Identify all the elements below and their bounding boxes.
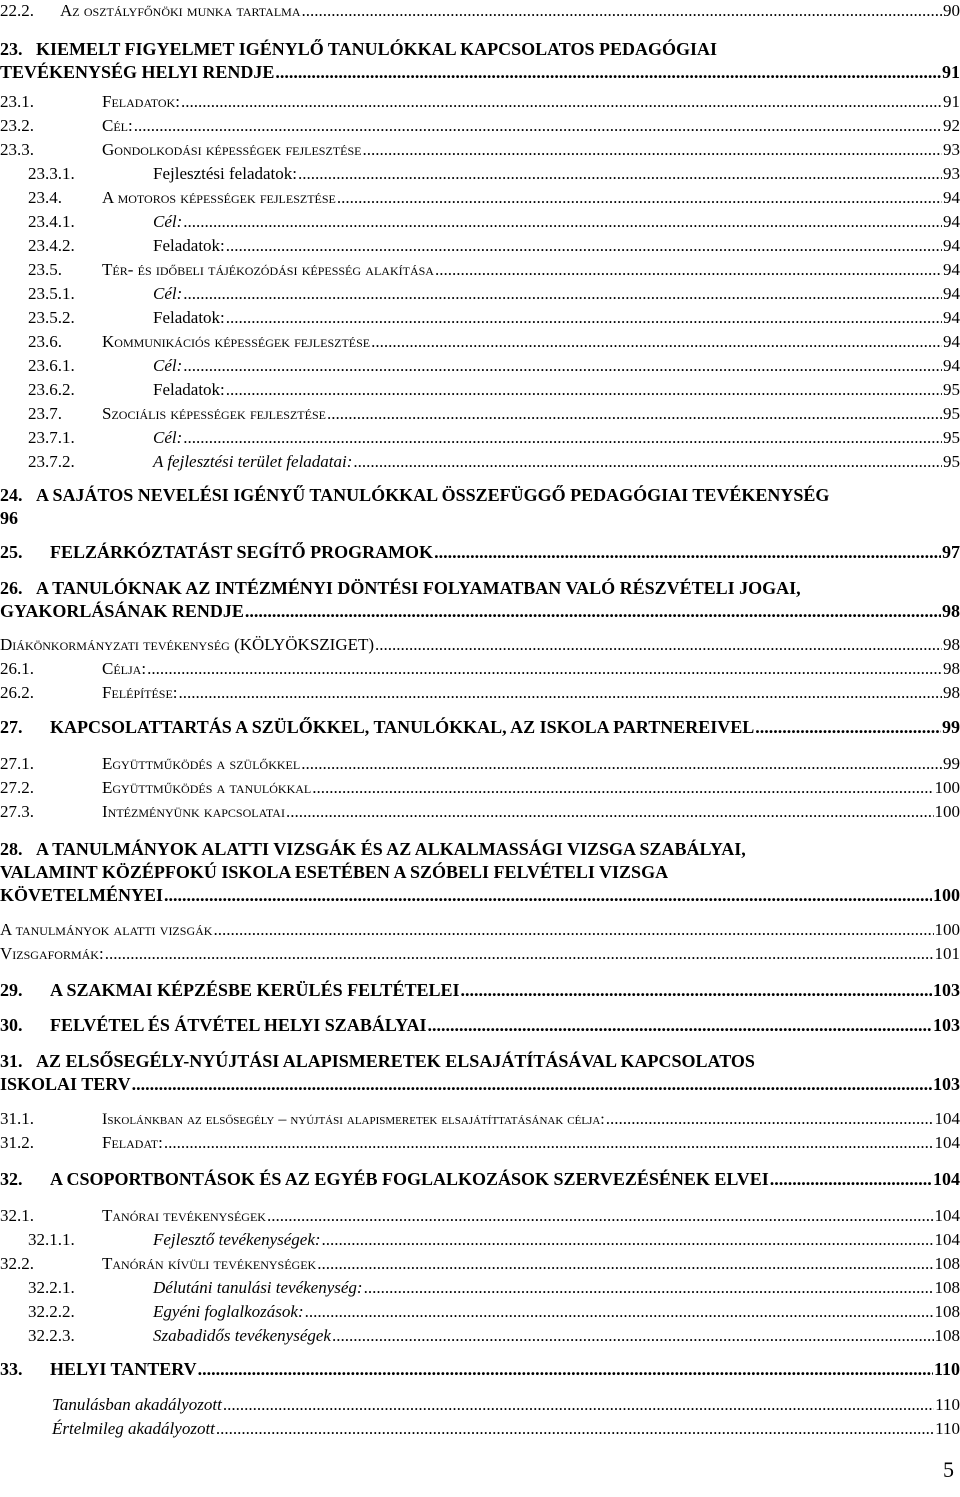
toc-entry[interactable]	[0, 636, 960, 655]
toc-label: Feladatok:	[153, 380, 225, 399]
toc-leader	[132, 1075, 932, 1095]
toc-leader	[312, 779, 933, 798]
toc-page-no: 99	[943, 754, 960, 773]
toc-leader	[164, 1134, 934, 1153]
toc-entry[interactable]	[0, 285, 960, 304]
toc-label: AZ ELSŐSEGÉLY-NYÚJTÁSI ALAPISMERETEK ELSAJÁTÍTÁSÁVAL KAPCSOLATOS	[36, 1051, 755, 1071]
toc-page-no: 110	[935, 1419, 960, 1438]
toc-label: Diákönkormányzati tevékenység (KÖLYÖKSZIGET)	[0, 635, 375, 654]
toc-entry[interactable]	[0, 429, 960, 448]
toc-number: 31.2.	[0, 1133, 34, 1152]
toc-page-no: 94	[943, 284, 960, 303]
toc-label: Felépítése:	[102, 683, 178, 702]
toc-number: 27.2.	[0, 778, 34, 797]
toc-label: Iskolánkban az elsősegély – nyújtási alapismeretek elsajátíttatásának célja:	[102, 1111, 605, 1129]
toc-page-no: 108	[934, 1302, 960, 1321]
toc-label: Cél:	[153, 212, 183, 231]
toc-entry[interactable]	[0, 63, 960, 83]
toc-page-no: 95	[943, 404, 960, 423]
toc-entry-heading[interactable]	[0, 838, 925, 883]
toc-number: 23.7.	[28, 404, 62, 423]
toc-leader	[245, 602, 941, 622]
toc-label: Együttműködés a szülőkkel	[102, 754, 301, 773]
toc-label: HELYI TANTERV	[50, 1359, 197, 1379]
toc-number: 32.2.	[0, 1254, 34, 1273]
toc-leader	[327, 405, 942, 424]
toc-number: 23.3.	[0, 140, 34, 159]
toc-number: 30.	[0, 1015, 23, 1035]
toc-page-no: 91	[942, 62, 960, 82]
toc-entry[interactable]	[0, 1134, 960, 1153]
toc-number: 22.2.	[0, 1, 34, 20]
toc-entry[interactable]	[0, 213, 960, 232]
toc-label: Tanulásban akadályozott	[52, 1395, 222, 1414]
toc-label: Kommunikációs képességek fejlesztése	[102, 332, 371, 351]
toc-page-no: 100	[934, 802, 960, 821]
toc-leader	[305, 1303, 934, 1322]
toc-label: Szociális képességek fejlesztése	[102, 404, 326, 423]
toc-entry[interactable]	[0, 921, 960, 940]
toc-label: GYAKORLÁSÁNAK RENDJE	[0, 601, 244, 621]
toc-page-no: 94	[943, 212, 960, 231]
toc-page-no: 98	[942, 601, 960, 621]
toc-label: Cél:	[153, 356, 183, 375]
toc-page-no: 110	[935, 1395, 960, 1414]
toc-label: A TANULÓKNAK AZ INTÉZMÉNYI DÖNTÉSI FOLYAMATBAN VALÓ RÉSZVÉTELI JOGAI,	[36, 578, 801, 598]
toc-page-no: 103	[933, 1074, 960, 1094]
toc-page-no: 93	[943, 164, 960, 183]
toc-entry[interactable]	[0, 660, 960, 679]
toc-label: Cél:	[102, 116, 133, 135]
toc-leader	[134, 117, 942, 136]
toc-entry[interactable]	[0, 261, 960, 280]
toc-number: 32.2.3.	[28, 1326, 75, 1345]
toc-page-no: 97	[942, 542, 960, 562]
toc-number: 32.2.2.	[28, 1302, 75, 1321]
toc-label: A motoros képességek fejlesztése	[102, 188, 336, 207]
toc-number: 23.	[0, 39, 23, 59]
toc-label: Feladatok:	[153, 236, 225, 255]
toc-label: Cél:	[153, 284, 183, 303]
toc-label: Feladatok:	[153, 308, 225, 327]
toc-label: Értelmileg akadályozott	[52, 1419, 215, 1438]
toc-leader	[183, 357, 942, 376]
toc-page-no: 104	[934, 1109, 960, 1128]
toc-label: Gondolkodási képességek fejlesztése	[102, 140, 362, 159]
toc-leader	[198, 1360, 933, 1380]
toc-page-no: 94	[943, 188, 960, 207]
toc-label: Délutáni tanulási tevékenység:	[153, 1278, 363, 1297]
toc-leader	[105, 945, 934, 964]
toc-number: 32.1.1.	[28, 1230, 75, 1249]
toc-entry[interactable]	[0, 1016, 960, 1036]
toc-leader	[317, 1255, 933, 1274]
toc-number: 24.	[0, 485, 23, 505]
toc-number: 33.	[0, 1359, 23, 1379]
toc-leader	[164, 886, 932, 906]
toc-entry[interactable]	[0, 945, 960, 964]
toc-label: Szabadidős tevékenységek	[153, 1326, 331, 1345]
toc-number: 25.	[0, 542, 23, 562]
toc-number: 23.4.2.	[28, 236, 75, 255]
toc-leader	[353, 453, 942, 472]
toc-page-no: 103	[933, 980, 960, 1000]
toc-page-no: 108	[934, 1254, 960, 1273]
toc-page-no: 103	[933, 1015, 960, 1035]
toc-entry[interactable]	[0, 453, 960, 472]
toc-entry[interactable]	[0, 718, 960, 738]
toc-number: 23.3.1.	[28, 164, 75, 183]
toc-page-no: 95	[943, 452, 960, 471]
toc-number: 23.6.	[28, 332, 62, 351]
toc-label: Tér- és időbeli tájékozódási képesség alakítása	[102, 260, 434, 279]
toc-leader	[428, 1016, 932, 1036]
toc-entry[interactable]	[0, 755, 960, 774]
toc-leader	[755, 718, 941, 738]
toc-page-no: 91	[943, 92, 960, 111]
toc-leader	[770, 1170, 932, 1190]
toc-page-no: 92	[943, 116, 960, 135]
toc-label: A fejlesztési terület feladatai:	[153, 452, 353, 471]
toc-entry[interactable]	[0, 237, 960, 256]
toc-number: 23.6.2.	[28, 380, 75, 399]
toc-entry[interactable]	[0, 1396, 960, 1415]
toc-leader	[460, 981, 932, 1001]
toc-entry[interactable]	[0, 2, 960, 21]
toc-entry[interactable]	[0, 333, 960, 352]
toc-entry-heading[interactable]	[0, 484, 925, 529]
toc-number: 32.1.	[0, 1206, 34, 1225]
toc-leader	[332, 1327, 934, 1346]
toc-page-no: 110	[933, 1359, 960, 1379]
toc-page-no: 100	[933, 885, 960, 905]
toc-label: FELVÉTEL ÉS ÁTVÉTEL HELYI SZABÁLYAI	[50, 1015, 427, 1035]
toc-number: 28.	[0, 839, 23, 859]
toc-entry[interactable]	[0, 93, 960, 112]
toc-label: Tanórán kívüli tevékenységek	[102, 1254, 317, 1273]
toc-entry[interactable]	[0, 405, 960, 424]
toc-label: FELZÁRKÓZTATÁST SEGÍTŐ PROGRAMOK	[50, 542, 434, 562]
toc-entry-heading[interactable]	[0, 38, 925, 61]
toc-leader	[337, 189, 942, 208]
toc-entry[interactable]	[0, 981, 960, 1001]
toc-leader	[371, 333, 942, 352]
toc-leader	[286, 803, 934, 822]
toc-entry[interactable]	[0, 1110, 960, 1129]
toc-page-no: 96	[0, 507, 18, 528]
toc-label: Egyéni foglalkozások:	[153, 1302, 304, 1321]
toc-page-no: 104	[933, 1169, 960, 1189]
toc-entry[interactable]	[0, 886, 960, 906]
toc-leader	[147, 660, 942, 679]
toc-number: 23.5.	[28, 260, 62, 279]
toc-label: A TANULMÁNYOK ALATTI VIZSGÁK ÉS AZ ALKALMASSÁGI VIZSGA SZABÁLYAI,	[36, 839, 746, 859]
toc-leader	[298, 165, 942, 184]
toc-number: 31.1.	[0, 1109, 34, 1128]
toc-entry[interactable]	[0, 543, 960, 563]
toc-leader	[606, 1110, 934, 1129]
toc-page-no: 100	[934, 920, 960, 939]
toc-entry[interactable]	[0, 165, 960, 184]
toc-entry[interactable]	[0, 1303, 960, 1322]
toc-entry[interactable]	[0, 1327, 960, 1346]
toc-number: 23.4.1.	[28, 212, 75, 231]
toc-number: 31.	[0, 1051, 23, 1071]
toc-page-no: 100	[934, 778, 960, 797]
toc-page-no: 98	[943, 683, 960, 702]
toc-entry[interactable]	[0, 1420, 960, 1439]
toc-entry[interactable]	[0, 1231, 960, 1250]
toc-number: 23.6.1.	[28, 356, 75, 375]
toc-label: Tanórai tevékenységek	[102, 1206, 266, 1225]
toc-label: Vizsgaformák:	[0, 944, 104, 963]
toc-leader	[362, 141, 942, 160]
toc-entry[interactable]	[0, 1170, 960, 1190]
toc-entry[interactable]	[0, 357, 960, 376]
toc-page-no: 98	[943, 635, 960, 654]
toc-entry[interactable]	[0, 189, 960, 208]
toc-number: 27.	[0, 717, 23, 737]
toc-page-no: 94	[943, 332, 960, 351]
toc-page-no: 104	[934, 1230, 960, 1249]
toc-entry[interactable]	[0, 1279, 960, 1298]
toc-entry[interactable]	[0, 1075, 960, 1095]
toc-leader	[181, 93, 942, 112]
toc-entry[interactable]	[0, 779, 960, 798]
toc-label: Az osztályfőnöki munka tartalma	[60, 1, 301, 20]
page-number: 5	[943, 1457, 954, 1482]
toc-page-no: 101	[934, 944, 960, 963]
toc-label: KÖVETELMÉNYEI	[0, 885, 164, 905]
toc-label: KAPCSOLATTARTÁS A SZÜLŐKKEL, TANULÓKKAL, AZ ISKOLA PARTNEREIVEL	[50, 717, 755, 737]
toc-leader	[183, 429, 942, 448]
toc-label: Feladat:	[102, 1133, 163, 1152]
toc-page-no: 104	[934, 1206, 960, 1225]
toc-page-no: 99	[942, 717, 960, 737]
toc-leader	[179, 684, 942, 703]
toc-leader	[216, 1420, 934, 1439]
toc-leader	[183, 213, 942, 232]
toc-leader	[434, 543, 941, 563]
toc-label: Intézményünk kapcsolatai	[102, 802, 285, 821]
toc-entry[interactable]	[0, 381, 960, 400]
toc-leader	[322, 1231, 934, 1250]
toc-number: 23.7.2.	[28, 452, 75, 471]
toc-number: 23.5.1.	[28, 284, 75, 303]
toc-label: Fejlesztési feladatok:	[153, 164, 297, 183]
toc-entry[interactable]	[0, 1255, 960, 1274]
toc-page-no: 95	[943, 380, 960, 399]
toc-page-no: 98	[943, 659, 960, 678]
toc-number: 23.1.	[0, 92, 34, 111]
toc-number: 23.2.	[0, 116, 34, 135]
toc-number: 23.4.	[28, 188, 62, 207]
toc-number: 26.1.	[0, 659, 34, 678]
toc-page-no: 93	[943, 140, 960, 159]
toc-page-no: 90	[943, 1, 960, 20]
toc-leader	[275, 63, 941, 83]
toc-leader	[183, 285, 942, 304]
toc-entry[interactable]	[0, 117, 960, 136]
toc-entry[interactable]	[0, 1360, 960, 1380]
toc-entry[interactable]	[0, 684, 960, 703]
toc-label: Feladatok:	[102, 92, 180, 111]
toc-leader	[302, 2, 942, 21]
toc-entry[interactable]	[0, 602, 960, 622]
toc-label: A tanulmányok alatti vizsgák	[0, 920, 213, 939]
toc-number: 27.3.	[0, 802, 34, 821]
toc-leader	[226, 309, 942, 328]
toc-number: 32.	[0, 1169, 23, 1189]
toc-entry[interactable]	[0, 803, 960, 822]
toc-number: 26.	[0, 578, 23, 598]
toc-leader	[226, 237, 942, 256]
toc-page-no: 94	[943, 260, 960, 279]
toc-number: 27.1.	[0, 754, 34, 773]
toc-label: Célja:	[102, 659, 147, 678]
toc-label: VALAMINT KÖZÉPFOKÚ ISKOLA ESETÉBEN A SZÓBELI FELVÉTELI VIZSGA	[0, 861, 669, 882]
toc-entry[interactable]	[0, 309, 960, 328]
toc-label: ISKOLAI TERV	[0, 1074, 131, 1094]
toc-leader	[213, 921, 933, 940]
toc-label: A SAJÁTOS NEVELÉSI IGÉNYŰ TANULÓKKAL ÖSSZEFÜGGŐ PEDAGÓGIAI TEVÉKENYSÉG	[36, 485, 830, 505]
toc-entry[interactable]	[0, 1207, 960, 1226]
toc-label: A SZAKMAI KÉPZÉSBE KERÜLÉS FELTÉTELEI	[50, 980, 460, 1000]
toc-page-no: 94	[943, 308, 960, 327]
toc-page-no: 104	[934, 1133, 960, 1152]
toc-label: Cél:	[153, 428, 183, 447]
toc-page-no: 108	[934, 1278, 960, 1297]
toc-page-no: 95	[943, 428, 960, 447]
toc-entry-heading[interactable]	[0, 577, 925, 600]
toc-leader	[301, 755, 942, 774]
toc-number: 29.	[0, 980, 23, 1000]
toc-page-no: 94	[943, 236, 960, 255]
toc-leader	[375, 636, 942, 655]
toc-entry[interactable]	[0, 141, 960, 160]
toc-leader	[364, 1279, 934, 1298]
toc-number: 26.2.	[0, 683, 34, 702]
toc-label: Együttműködés a tanulókkal	[102, 778, 312, 797]
toc-page-no: 108	[934, 1326, 960, 1345]
toc-number: 23.5.2.	[28, 308, 75, 327]
toc-page-no: 94	[943, 356, 960, 375]
toc-label: TEVÉKENYSÉG HELYI RENDJE	[0, 62, 275, 82]
toc-number: 23.7.1.	[28, 428, 75, 447]
toc-leader	[223, 1396, 934, 1415]
toc-number: 32.2.1.	[28, 1278, 75, 1297]
toc-leader	[226, 381, 942, 400]
toc-leader	[267, 1207, 934, 1226]
toc-entry-heading[interactable]	[0, 1050, 925, 1073]
toc-leader	[435, 261, 942, 280]
toc-label: A CSOPORTBONTÁSOK ÉS AZ EGYÉB FOGLALKOZÁSOK SZERVEZÉSÉNEK ELVEI	[50, 1169, 769, 1189]
toc-label: KIEMELT FIGYELMET IGÉNYLŐ TANULÓKKAL KAPCSOLATOS PEDAGÓGIAI	[36, 39, 717, 59]
toc-label: Fejlesztő tevékenységek:	[153, 1230, 321, 1249]
